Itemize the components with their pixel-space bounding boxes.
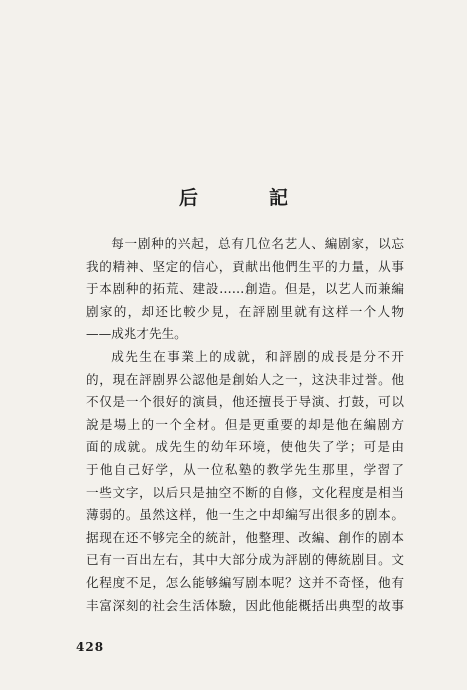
text-line: 的，現在評剧界公認他是創始人之一，这決非过誉。他 [86,371,404,387]
text-line: 面的成就。成先生的幼年环境，使他失了学；可是由 [86,439,404,455]
page-number: 428 [76,640,105,654]
text-line: 不仅是一个很好的演員，他还擅長于导演、打鼓，可以 [86,394,404,410]
text-line: 每一剧种的兴起，总有几位名艺人、編剧家，以忘 [111,236,404,251]
text-line: 說是場上的一个全材。但是更重要的却是他在編剧方 [86,416,404,432]
page-title: 后 記 [178,187,314,209]
text-line: 剧家的，却还比較少見，在評剧里就有这样一个人物 [86,303,404,319]
text-line: 据现在还不够完全的統計，他整理、改編、創作的剧本 [86,529,404,545]
text-line: 我的精神、坚定的信心，貢献出他們生平的力量，从事 [86,258,404,274]
text-line: ——成兆才先生。 [86,326,187,342]
body-text [86,233,404,617]
text-line: 成先生在事業上的成就，和評剧的成長是分不开 [111,348,404,364]
text-line: 于本剧种的拓荒、建設……創造。但是，以艺人而兼編 [86,281,404,297]
text-line: 丰富深刻的社会生活体驗，因此他能概括出典型的故事 [86,597,404,613]
text-line: 化程度不足，怎么能够編写剧本呢？这并不奇怪，他有 [86,574,404,590]
text-line: 已有一百出左右，其中大部分成为評剧的傳統剧目。文 [86,552,404,568]
text-line: 于他自己好学，从一位私塾的教学先生那里，学習了 [86,461,404,477]
text-line: 薄弱的。虽然这样，他一生之中却編写出很多的剧本。 [86,507,404,523]
text-line: 一些文字，以后只是抽空不断的自修，文化程度是相当 [86,484,404,500]
